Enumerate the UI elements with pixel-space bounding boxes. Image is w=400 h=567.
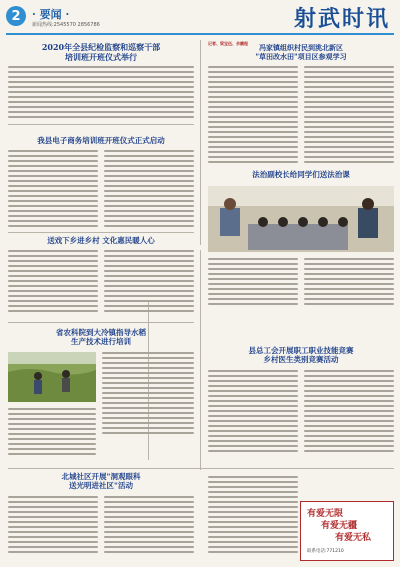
section-rule bbox=[8, 124, 194, 125]
article-4-body-col1 bbox=[208, 258, 298, 310]
ad-line-2: 有爱无疆 bbox=[321, 521, 358, 531]
column-name: · 要闻 · bbox=[32, 8, 70, 21]
section-rule bbox=[8, 322, 194, 323]
article-5-headline: 送戏下乡进乡村 文化惠民暖人心 bbox=[47, 236, 155, 245]
rice-field-photo bbox=[8, 352, 96, 402]
article-7-body-col2 bbox=[304, 370, 394, 460]
article-6-body-col2 bbox=[102, 352, 194, 442]
article-8-body-col1 bbox=[8, 496, 98, 560]
article-5-body-col1 bbox=[8, 250, 98, 320]
column-divider bbox=[200, 250, 201, 470]
article-2-body-col1 bbox=[208, 66, 298, 166]
article-7-body-col1 bbox=[208, 370, 298, 460]
header-rule bbox=[6, 33, 394, 35]
article-7-headline: 县总工会开展职工职业技能竞赛 乡村医生类别竞赛活动 bbox=[248, 346, 354, 365]
article-8-headline: 北城社区开展"洞观眼科 送光明进社区"活动 bbox=[61, 472, 141, 491]
ad-line-1: 有爱无限 bbox=[307, 509, 344, 519]
masthead-title: 射武时讯 bbox=[293, 6, 390, 32]
section-rule bbox=[8, 232, 194, 233]
article-2-body-col2 bbox=[304, 66, 394, 166]
article-3-headline: 我县电子商务培训班开班仪式正式启动 bbox=[37, 136, 165, 145]
advertisement-box bbox=[300, 501, 394, 561]
article-2-kicker: 记者、梁宝伍、佘鹏程 bbox=[208, 41, 248, 46]
article-4-body-col2 bbox=[304, 258, 394, 310]
ad-contact: 联系电话:771210 bbox=[307, 549, 344, 554]
article-8-body-col3 bbox=[208, 476, 298, 560]
article-8-body-col2 bbox=[104, 496, 194, 560]
article-2-headline: 冯家镇组织村民到洮北新区 "草田改水田"项目区参观学习 bbox=[255, 43, 347, 61]
article-6-headline: 省农科院到大冷镇指导水稻 生产技术进行培训 bbox=[56, 328, 146, 347]
header-info: 新闻热线:2545570 2856786 bbox=[32, 22, 100, 28]
article-3-body-col1 bbox=[8, 150, 98, 230]
article-6-body-col1 bbox=[8, 408, 96, 464]
article-1-headline: 2020年全县纪检监察和巡察干部 培训班开班仪式举行 bbox=[41, 42, 161, 62]
article-4-headline: 法治副校长给同学们送法治课 bbox=[252, 170, 350, 179]
section-rule bbox=[8, 468, 394, 469]
column-divider bbox=[200, 40, 201, 245]
article-5-body-col2 bbox=[104, 250, 194, 320]
article-1-body bbox=[8, 66, 194, 122]
classroom-photo bbox=[208, 186, 394, 252]
article-3-body-col2 bbox=[104, 150, 194, 230]
ad-line-3: 有爱无私 bbox=[335, 533, 372, 543]
page-number-badge: 2 bbox=[6, 6, 26, 26]
